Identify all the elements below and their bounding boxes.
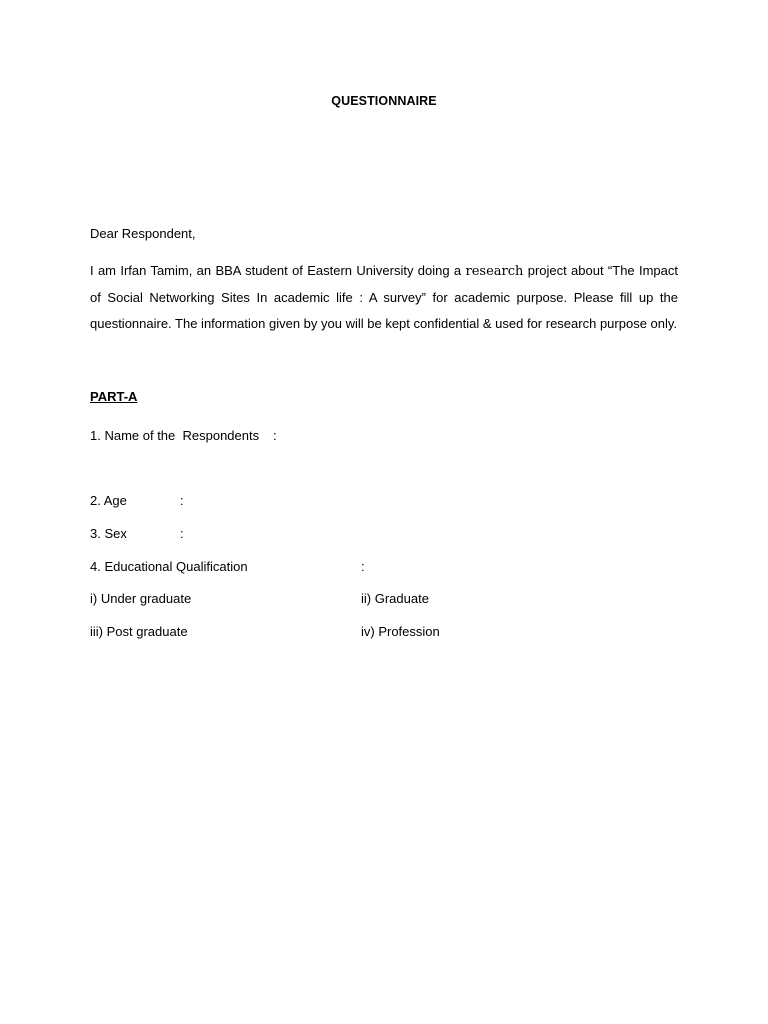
- intro-text-part2: research: [465, 264, 524, 279]
- option-post-graduate: iii) Post graduate: [90, 624, 188, 639]
- question-name-colon: :: [273, 428, 277, 443]
- option-graduate: ii) Graduate: [361, 591, 429, 606]
- intro-paragraph: [90, 258, 678, 337]
- page-title: QUESTIONNAIRE: [331, 94, 437, 108]
- question-name-label: 1. Name of the Respondents: [90, 428, 260, 443]
- option-profession: iv) Profession: [361, 624, 440, 639]
- salutation: Dear Respondent,: [90, 226, 196, 241]
- part-a-heading: PART-A: [90, 389, 138, 404]
- intro-text-part1: I am Irfan Tamim, an BBA student of Eastern University doing a: [90, 263, 466, 278]
- question-age-colon: :: [180, 493, 184, 508]
- question-sex-label: 3. Sex: [90, 526, 127, 541]
- question-education-colon: :: [361, 559, 365, 574]
- question-sex-colon: :: [180, 526, 184, 541]
- question-age-label: 2. Age: [90, 493, 127, 508]
- option-under-graduate: i) Under graduate: [90, 591, 192, 606]
- question-education-label: 4. Educational Qualification: [90, 559, 248, 574]
- intro-text-part3: project about “The Impact of Social Networking Sites In academic life : A survey” for academic purpose. Please fill up the questionnaire. The information given by you will be kept confidential & used for research purpose only.: [90, 263, 678, 331]
